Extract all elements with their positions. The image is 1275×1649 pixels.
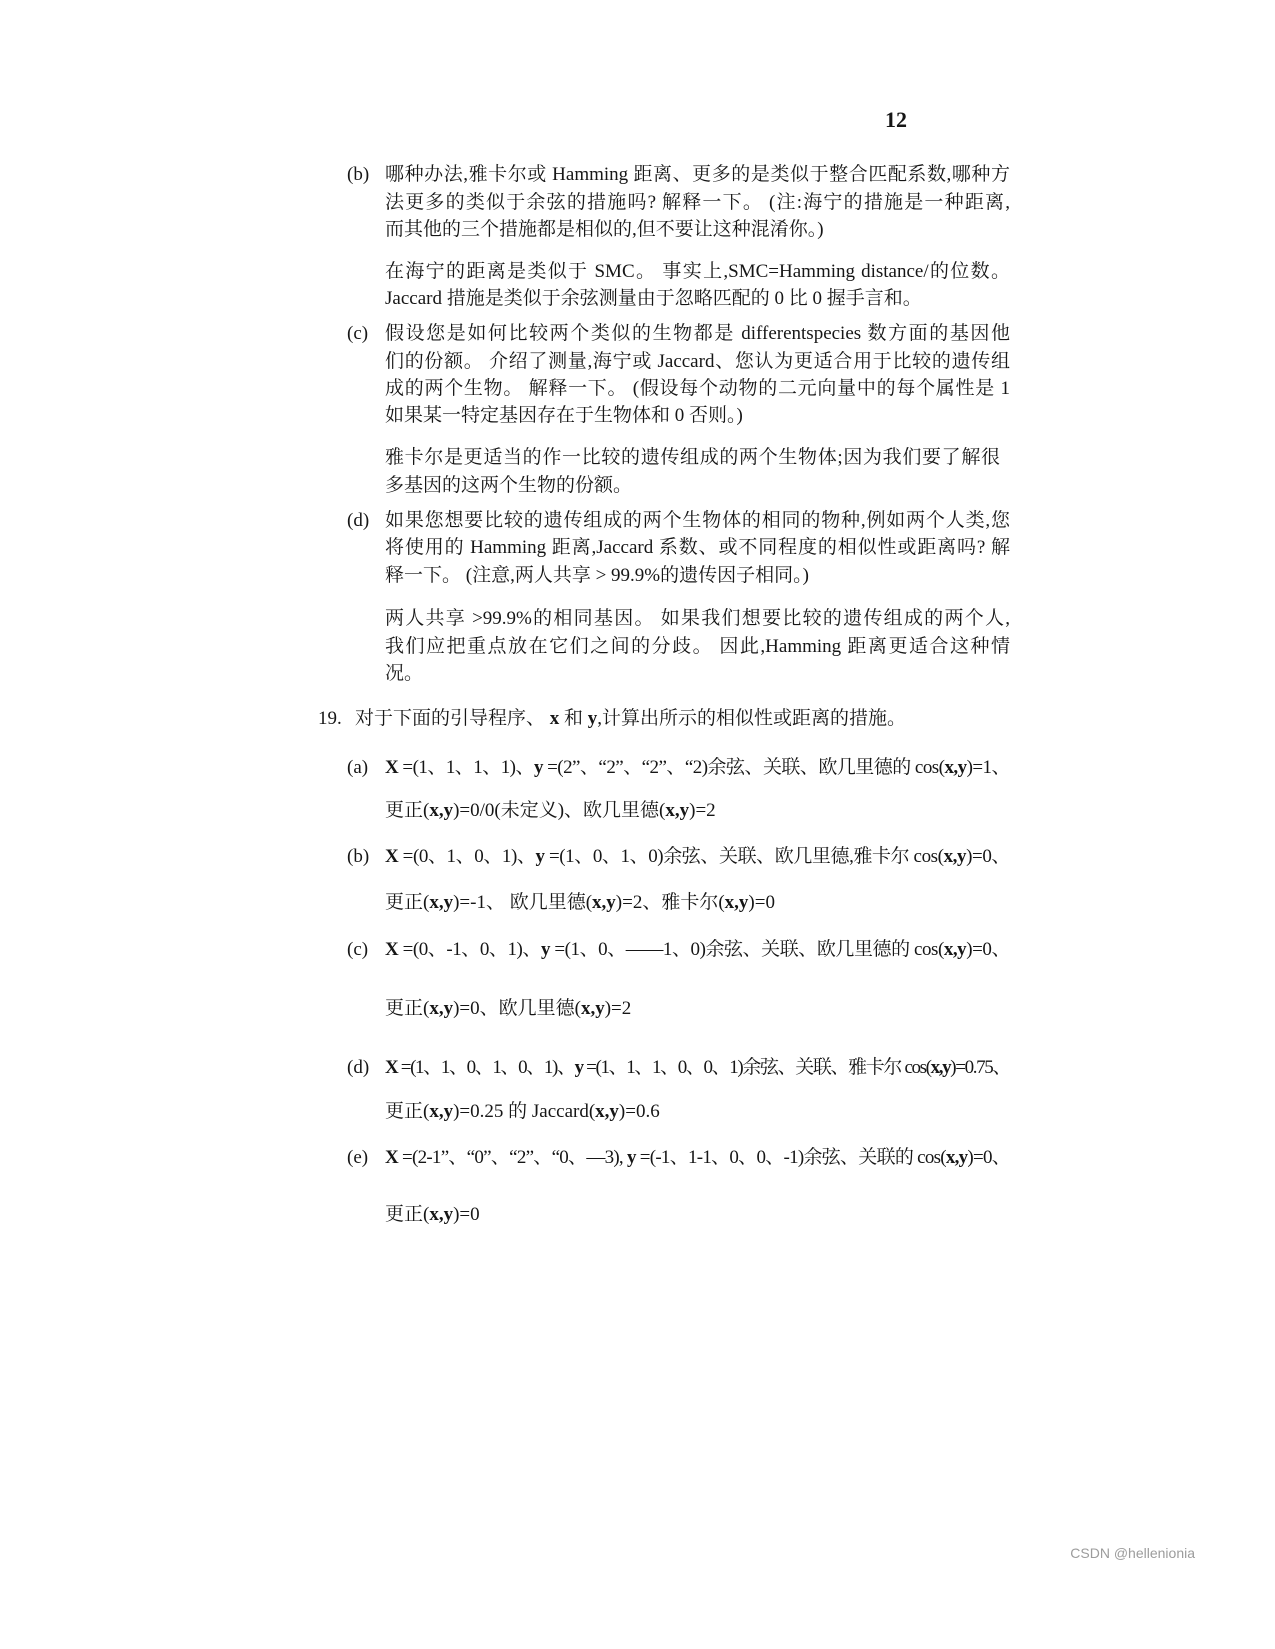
text-run: =(1、1、0、1、0、1)、: [397, 1057, 575, 1078]
solution-line: [385, 843, 1010, 871]
bold-text-run: x,y: [429, 800, 454, 821]
question-line: 如果某一特定基因存在于生物体和 0 否则。): [385, 405, 743, 426]
text-run: =(1、0、1、0)余弦、关联、欧几里德,雅卡尔 cos(: [544, 846, 944, 867]
text-run: 更正(: [385, 892, 430, 913]
answer-line: 雅卡尔是更适当的作一比较的遗传组成的两个生物体;因为我们要了解很: [385, 447, 1000, 468]
bold-text-run: X: [385, 757, 399, 778]
text-run: =(-1、1-1、0、0、-1)余弦、关联的 cos(: [635, 1147, 946, 1168]
bold-text-run: x,y: [665, 800, 690, 821]
text-run: )=2、雅卡尔(: [615, 892, 725, 913]
text-run: 更正(: [385, 998, 430, 1019]
text-run: =(1、1、1、1)、: [398, 757, 534, 778]
solution-line: [385, 1054, 1010, 1082]
answer-line: 在海宁的距离是类似于 SMC。 事实上,SMC=Hamming distance/的位数。: [385, 261, 1010, 282]
question-line: 哪种办法,雅卡尔或 Hamming 距离、更多的是类似于整合匹配系数,哪种方: [385, 164, 1010, 185]
text-run: =(0、-1、0、1)、: [398, 939, 542, 960]
part-label: (b): [347, 164, 370, 185]
question-line: 假设您是如何比较两个类似的生物都是 differentspecies 数方面的基因他: [385, 323, 1010, 344]
solution-line: [385, 1144, 1010, 1172]
answer-line: 两人共享 >99.9%的相同基因。 如果我们想要比较的遗传组成的两个人,: [385, 608, 1010, 629]
text-run: 更正(: [385, 800, 430, 821]
watermark: CSDN @hellenionia: [1070, 1545, 1195, 1561]
bold-text-run: x,y: [944, 757, 967, 778]
text-run: =(2-1”、“0”、“2”、“0、—3),: [397, 1147, 627, 1168]
bold-text-run: y: [533, 757, 543, 778]
text-run: )=-1、 欧几里德(: [453, 892, 593, 913]
bold-text-run: X: [385, 846, 399, 867]
text-run: =(1、1、1、0、0、1)余弦、关联、雅卡尔 cos(: [582, 1057, 931, 1078]
text-run: =(0、1、0、1)、: [398, 846, 536, 867]
answer-line: 况。: [385, 663, 424, 684]
part-label: (c): [347, 939, 369, 960]
part-label: (b): [347, 846, 370, 867]
part-label: (e): [347, 1147, 369, 1168]
solution-line: [385, 995, 631, 1023]
text-run: )=0.75、: [950, 1057, 1010, 1078]
question-line: 们的份额。 介绍了测量,海宁或 Jaccard、您认为更适合用于比较的遗传组: [385, 351, 1010, 372]
bold-text-run: X: [385, 939, 399, 960]
text-run: 对于下面的引导程序、: [355, 708, 550, 729]
text-run: )=0: [453, 1204, 480, 1225]
bold-text-run: x,y: [943, 939, 967, 960]
bold-text-run: x,y: [592, 892, 616, 913]
answer-line: Jaccard 措施是类似于余弦测量由于忽略匹配的 0 比 0 握手言和。: [385, 288, 922, 309]
bold-text-run: x,y: [724, 892, 749, 913]
bold-text-run: y: [574, 1057, 583, 1078]
bold-text-run: x,y: [595, 1101, 619, 1122]
bold-text-run: x,y: [945, 1147, 968, 1168]
solution-line: [385, 889, 775, 917]
page-number: 12: [885, 107, 907, 132]
text-run: =(2”、“2”、“2”、“2)余弦、关联、欧几里德的 cos(: [542, 757, 945, 778]
part-label: (d): [347, 1057, 370, 1078]
bold-text-run: y: [587, 708, 598, 729]
solution-line: [385, 754, 1010, 782]
question-line: 法更多的类似于余弦的措施吗? 解释一下。 (注:海宁的措施是一种距离,: [385, 192, 1010, 213]
text-run: )=0、: [966, 846, 1010, 867]
solution-line: [385, 936, 1010, 964]
text-run: )=1、: [966, 757, 1010, 778]
question-line: 如果您想要比较的遗传组成的两个生物体的相同的物种,例如两个人类,您: [385, 510, 1010, 531]
solution-line: [385, 1098, 660, 1126]
answer-line: 多基因的这两个生物的份额。: [385, 475, 633, 496]
text-run: ,计算出所示的相似性或距离的措施。: [597, 708, 907, 729]
text-run: )=0.6: [618, 1101, 660, 1122]
bold-text-run: X: [385, 1057, 398, 1078]
bold-text-run: y: [535, 846, 545, 867]
question-line: 成的两个生物。 解释一下。 (假设每个动物的二元向量中的每个属性是 1: [385, 378, 1010, 399]
bold-text-run: x,y: [429, 1101, 454, 1122]
question-prompt: [355, 705, 906, 733]
text-run: )=2: [689, 800, 716, 821]
text-run: )=0、: [966, 939, 1010, 960]
part-label: (a): [347, 757, 369, 778]
text-run: )=0、欧几里德(: [453, 998, 581, 1019]
question-line: 将使用的 Hamming 距离,Jaccard 系数、或不同程度的相似性或距离吗? 解: [385, 537, 1010, 558]
bold-text-run: x,y: [580, 998, 605, 1019]
answer-line: 我们应把重点放在它们之间的分歧。 因此,Hamming 距离更适合这种情: [385, 636, 1010, 657]
question-line: 释一下。 (注意,两人共享 > 99.9%的遗传因子相同。): [385, 565, 809, 586]
text-run: 更正(: [385, 1204, 430, 1225]
bold-text-run: y: [541, 939, 551, 960]
bold-text-run: x,y: [943, 846, 967, 867]
part-label: (c): [347, 323, 369, 344]
text-run: )=0.25 的 Jaccard(: [453, 1101, 596, 1122]
bold-text-run: x,y: [429, 998, 454, 1019]
question-number: 19.: [318, 708, 342, 729]
part-label: (d): [347, 510, 370, 531]
bold-text-run: X: [385, 1147, 398, 1168]
bold-text-run: y: [626, 1147, 636, 1168]
text-run: )=0: [748, 892, 775, 913]
solution-line: [385, 797, 716, 825]
bold-text-run: x,y: [429, 1204, 454, 1225]
bold-text-run: x: [549, 708, 560, 729]
question-line: 而其他的三个措施都是相似的,但不要让这种混淆你。): [385, 219, 824, 240]
text-run: )=0、: [967, 1147, 1011, 1168]
text-run: 和: [559, 708, 588, 729]
text-run: 更正(: [385, 1101, 430, 1122]
bold-text-run: x,y: [930, 1057, 951, 1078]
text-run: )=0/0(未定义)、欧几里德(: [453, 800, 666, 821]
bold-text-run: x,y: [429, 892, 454, 913]
solution-line: [385, 1201, 480, 1229]
text-run: )=2: [604, 998, 632, 1019]
text-run: =(1、0、——1、0)余弦、关联、欧几里德的 cos(: [550, 939, 944, 960]
